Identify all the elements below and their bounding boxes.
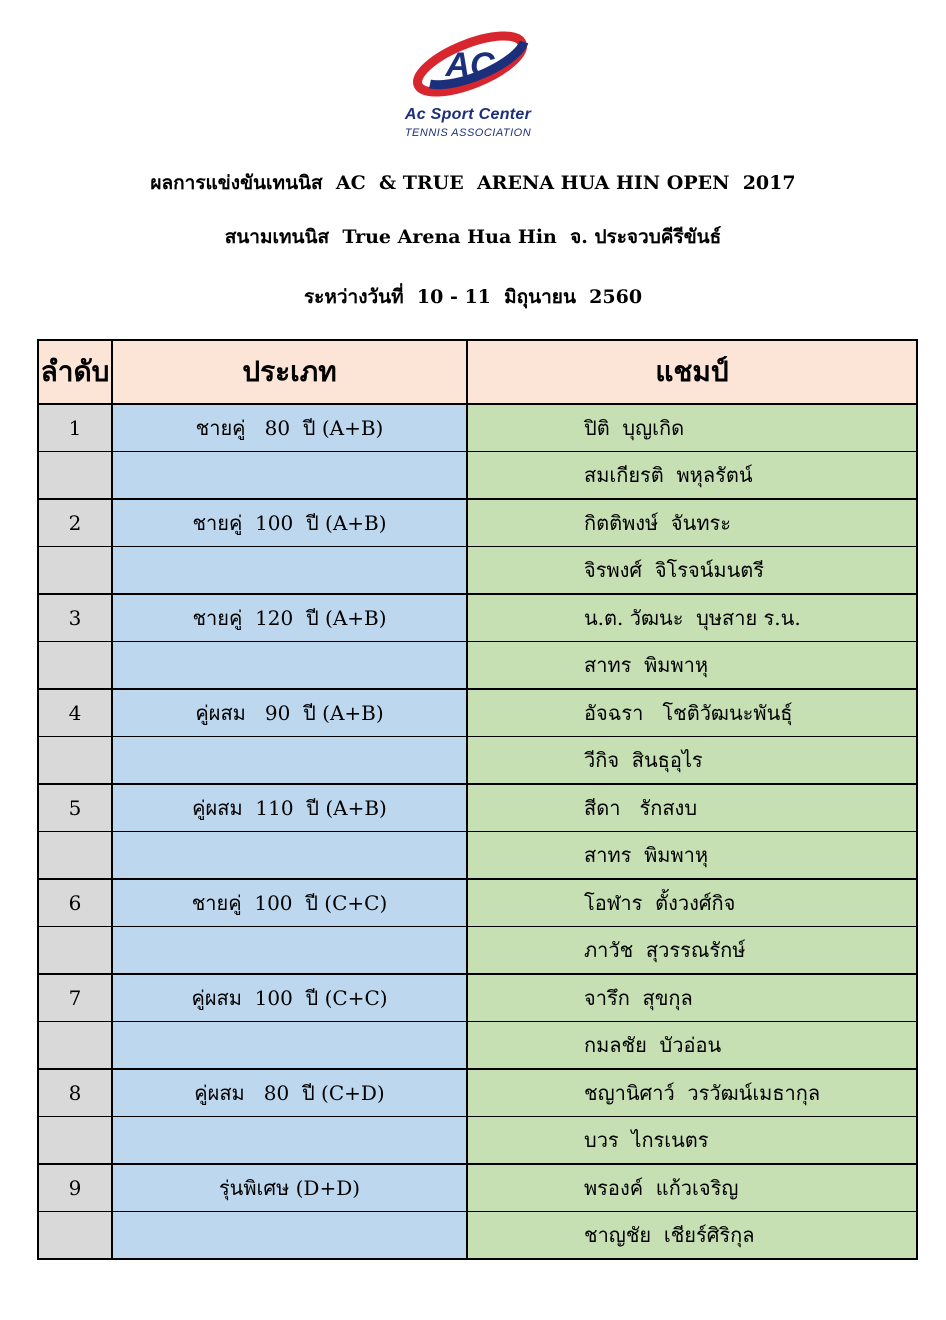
category-cell: ชายคู่ 100 ปี (C+C) bbox=[112, 879, 467, 927]
champion-name: อัจฉรา โชติวัฒนะพันธุ์ bbox=[467, 689, 917, 737]
order-number: 1 bbox=[38, 404, 112, 452]
champion-name: ภาวัช สุวรรณรักษ์ bbox=[467, 927, 917, 975]
table-row bbox=[38, 1164, 917, 1212]
category-cell: คู่ผสม 80 ปี (C+D) bbox=[112, 1069, 467, 1117]
column-header-order: ลำดับ bbox=[38, 340, 112, 404]
champion-name: วีกิจ สินธุอุไร bbox=[467, 737, 917, 785]
category-cell-empty bbox=[112, 547, 467, 595]
order-number: 3 bbox=[38, 594, 112, 642]
page-title: ผลการแข่งขันเทนนิส AC & TRUE ARENA HUA HIN OPEN 2017 bbox=[150, 172, 796, 194]
category-cell: คู่ผสม 100 ปี (C+C) bbox=[112, 974, 467, 1022]
logo-brand-text: Ac Sport Center bbox=[404, 106, 532, 123]
category-cell: คู่ผสม 90 ปี (A+B) bbox=[112, 689, 467, 737]
category-cell-empty bbox=[112, 452, 467, 500]
table-row bbox=[38, 642, 917, 690]
champion-name: สมเกียรติ พหุลรัตน์ bbox=[467, 452, 917, 500]
order-number-empty bbox=[38, 547, 112, 595]
table-row bbox=[38, 832, 917, 880]
table-row bbox=[38, 879, 917, 927]
champion-name: น.ต. วัฒนะ บุษสาย ร.น. bbox=[467, 594, 917, 642]
ac-logo-mark-icon bbox=[378, 20, 558, 110]
champion-name: ชญานิศาว์ วรวัฒน์เมธากุล bbox=[467, 1069, 917, 1117]
table-row bbox=[38, 547, 917, 595]
column-header-champion: แชมป์ bbox=[467, 340, 917, 404]
table-header-row bbox=[38, 340, 917, 404]
champion-name: ชาญชัย เชียร์ศิริกุล bbox=[467, 1212, 917, 1260]
table-row bbox=[38, 1117, 917, 1165]
logo-mark-text: AC bbox=[445, 46, 495, 84]
category-cell: ชายคู่ 80 ปี (A+B) bbox=[112, 404, 467, 452]
table-row bbox=[38, 499, 917, 547]
champion-name: โอฬาร ตั้งวงศ์กิจ bbox=[467, 879, 917, 927]
order-number-empty bbox=[38, 452, 112, 500]
champion-name: สาทร พิมพาหุ bbox=[467, 832, 917, 880]
category-cell-empty bbox=[112, 1022, 467, 1070]
order-number-empty bbox=[38, 642, 112, 690]
category-cell-empty bbox=[112, 1212, 467, 1260]
category-cell-empty bbox=[112, 737, 467, 785]
ac-sport-center-logo bbox=[378, 20, 558, 150]
champion-name: ปิติ บุญเกิด bbox=[467, 404, 917, 452]
table-row bbox=[38, 452, 917, 500]
category-cell-empty bbox=[112, 1117, 467, 1165]
order-number-empty bbox=[38, 832, 112, 880]
order-number: 7 bbox=[38, 974, 112, 1022]
table-row bbox=[38, 974, 917, 1022]
order-number-empty bbox=[38, 737, 112, 785]
category-cell: ชายคู่ 120 ปี (A+B) bbox=[112, 594, 467, 642]
results-table bbox=[37, 339, 918, 1260]
order-number: 8 bbox=[38, 1069, 112, 1117]
champion-name: สาทร พิมพาหุ bbox=[467, 642, 917, 690]
table-row bbox=[38, 1069, 917, 1117]
order-number-empty bbox=[38, 1117, 112, 1165]
order-number: 9 bbox=[38, 1164, 112, 1212]
category-cell: รุ่นพิเศษ (D+D) bbox=[112, 1164, 467, 1212]
order-number: 5 bbox=[38, 784, 112, 832]
champion-name: จิรพงศ์ จิโรจน์มนตรี bbox=[467, 547, 917, 595]
champion-name: สีดา รักสงบ bbox=[467, 784, 917, 832]
category-cell: ชายคู่ 100 ปี (A+B) bbox=[112, 499, 467, 547]
order-number-empty bbox=[38, 1022, 112, 1070]
category-cell-empty bbox=[112, 832, 467, 880]
champion-name: กมลชัย บัวอ่อน bbox=[467, 1022, 917, 1070]
category-cell: คู่ผสม 110 ปี (A+B) bbox=[112, 784, 467, 832]
order-number: 4 bbox=[38, 689, 112, 737]
table-row bbox=[38, 737, 917, 785]
venue-line: สนามเทนนิส True Arena Hua Hin จ. ประจวบคีรีขันธ์ bbox=[224, 226, 722, 248]
table-row bbox=[38, 1022, 917, 1070]
order-number-empty bbox=[38, 1212, 112, 1260]
date-line: ระหว่างวันที่ 10 - 11 มิถุนายน 2560 bbox=[303, 286, 643, 308]
category-cell-empty bbox=[112, 642, 467, 690]
logo-subtitle-text: TENNIS ASSOCIATION bbox=[404, 127, 532, 139]
table-row bbox=[38, 784, 917, 832]
champion-name: บวร ไกรเนตร bbox=[467, 1117, 917, 1165]
category-cell-empty bbox=[112, 927, 467, 975]
champion-name: กิตติพงษ์ จันทระ bbox=[467, 499, 917, 547]
champion-name: พรองค์ แก้วเจริญ bbox=[467, 1164, 917, 1212]
table-row bbox=[38, 1212, 917, 1260]
order-number: 6 bbox=[38, 879, 112, 927]
champion-name: จารึก สุขกุล bbox=[467, 974, 917, 1022]
table-row bbox=[38, 594, 917, 642]
table-row bbox=[38, 927, 917, 975]
order-number: 2 bbox=[38, 499, 112, 547]
order-number-empty bbox=[38, 927, 112, 975]
column-header-category: ประเภท bbox=[112, 340, 467, 404]
table-row bbox=[38, 689, 917, 737]
table-row bbox=[38, 404, 917, 452]
